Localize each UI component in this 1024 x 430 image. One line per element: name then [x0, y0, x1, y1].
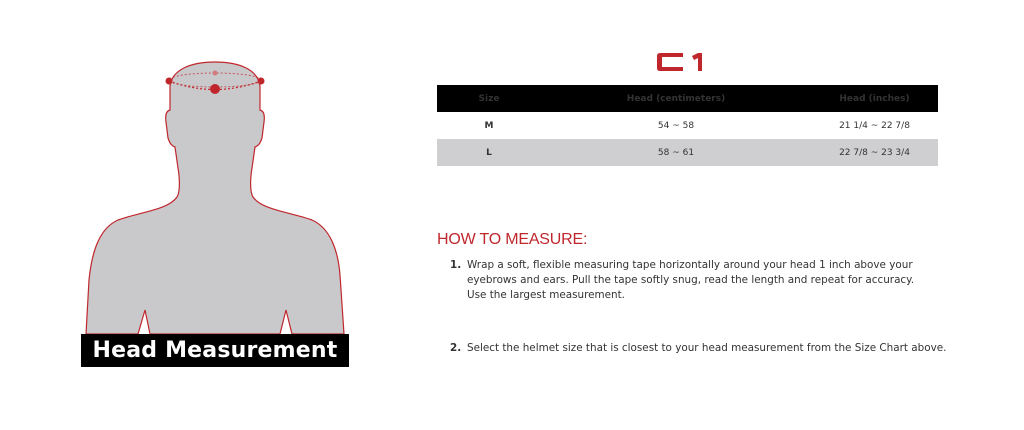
figure-caption: Head Measurement	[81, 334, 349, 367]
cell-cm: 58 ~ 61	[657, 147, 695, 158]
step-number: 2.	[450, 342, 462, 354]
how-to-measure-title: HOW TO MEASURE:	[437, 231, 588, 248]
header-inches: Head (inches)	[839, 93, 910, 104]
header-cm: Head (centimeters)	[626, 93, 726, 104]
table-header	[437, 85, 938, 112]
cell-inches: 21 1/4 ~ 22 7/8	[839, 120, 910, 131]
cell-inches: 22 7/8 ~ 23 3/4	[839, 147, 910, 158]
size-chart-table	[437, 85, 938, 166]
step-text-line: Select the helmet size that is closest to your head measurement from the Size Chart above.	[467, 342, 947, 354]
c1-logo-icon	[655, 51, 707, 73]
table-row	[437, 139, 938, 166]
step-text-line: Wrap a soft, flexible measuring tape horizontally around your head 1 inch above your	[467, 259, 913, 271]
marker-left	[166, 78, 173, 85]
step-text-line: Use the largest measurement.	[467, 289, 625, 301]
step-2	[450, 341, 970, 356]
cell-size: L	[486, 147, 492, 158]
cell-cm: 54 ~ 58	[657, 120, 695, 131]
head-measurement-figure	[0, 0, 430, 430]
step-1	[450, 258, 970, 303]
header-size: Size	[478, 93, 500, 104]
table-row	[437, 112, 938, 139]
step-text-line: eyebrows and ears. Pull the tape softly snug, read the length and repeat for accuracy.	[467, 274, 915, 286]
step-number: 1.	[450, 259, 462, 271]
marker-right	[258, 78, 265, 85]
cell-size: M	[484, 120, 494, 131]
